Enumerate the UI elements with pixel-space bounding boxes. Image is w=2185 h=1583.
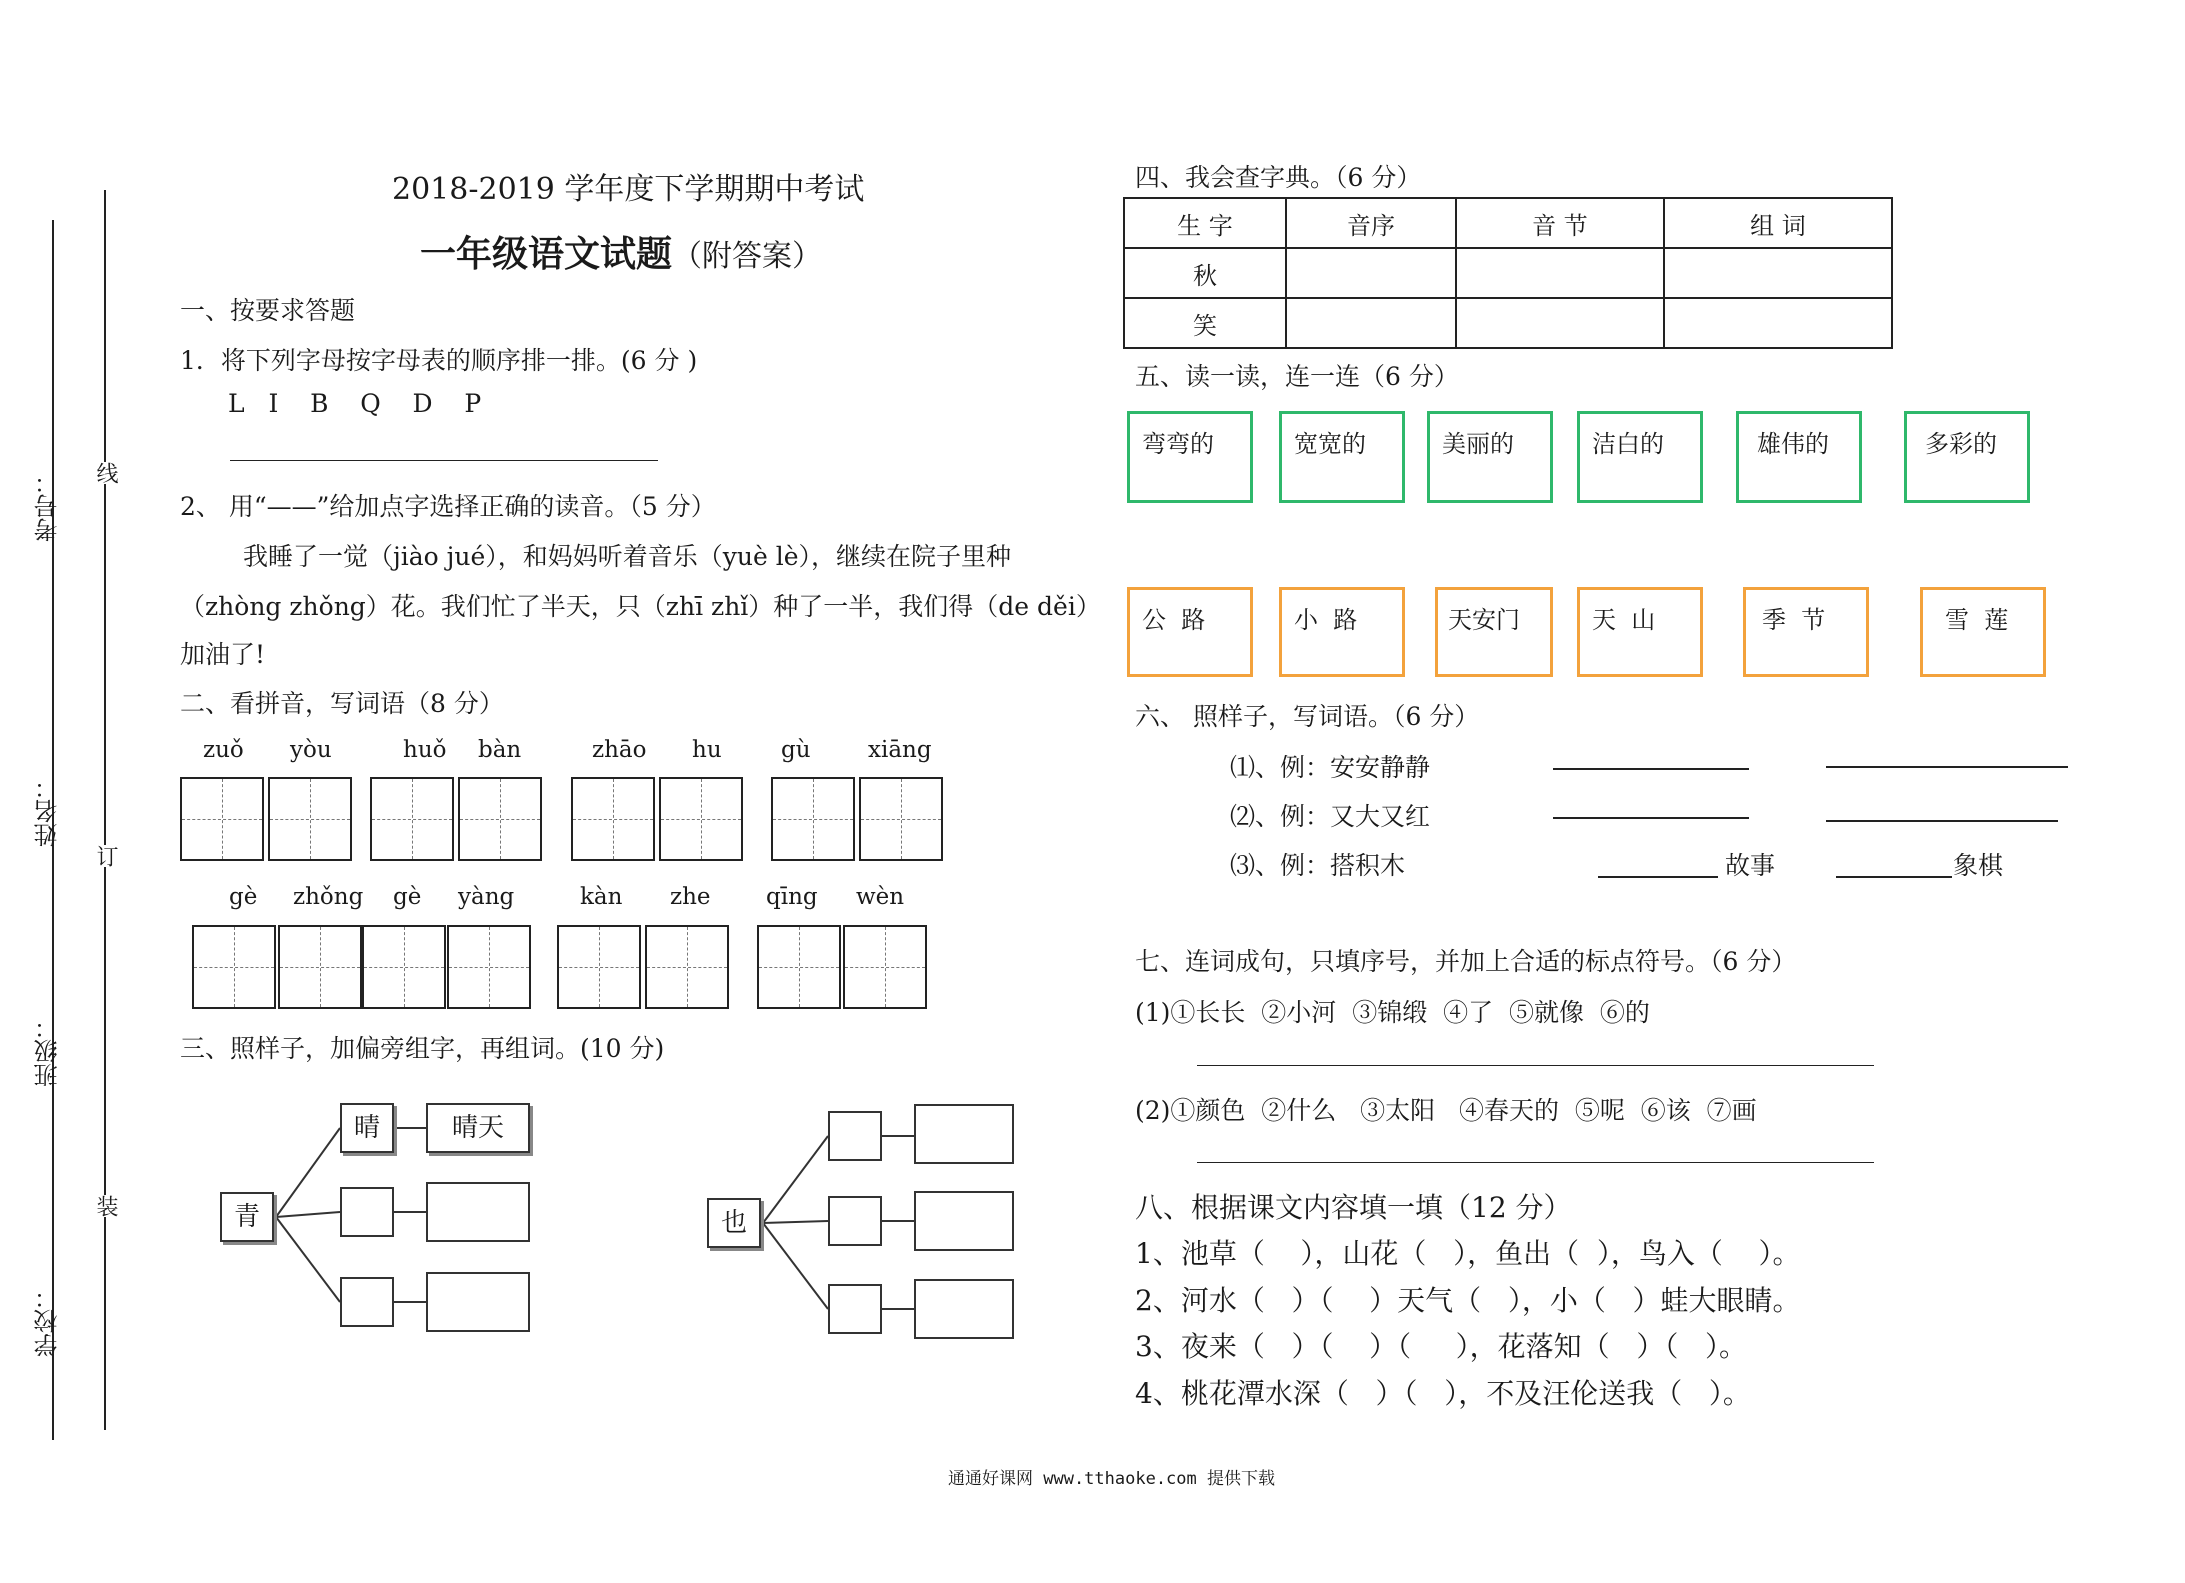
table-row xyxy=(1124,248,1892,298)
answer-line[interactable] xyxy=(1197,1065,1874,1066)
writing-grid[interactable] xyxy=(843,925,927,1009)
pinyin: zhe xyxy=(670,884,711,910)
class-label: 班级： xyxy=(34,1015,62,1087)
answer-cell[interactable] xyxy=(1664,298,1892,348)
sec7-heading: 七、连词成句，只填序号，并加上合适的标点符号。（6 分） xyxy=(1135,947,1797,976)
sec1-q2-line3: 加油了! xyxy=(180,640,266,669)
answer-cell[interactable] xyxy=(1456,248,1664,298)
writing-grid[interactable] xyxy=(659,777,743,861)
writing-grid[interactable] xyxy=(278,925,362,1009)
answer-cell[interactable] xyxy=(1664,248,1892,298)
answer-cell[interactable] xyxy=(1286,298,1456,348)
exam-subtitle: 2018-2019 学年度下学期期中考试 xyxy=(392,172,865,207)
char-answer-box[interactable] xyxy=(828,1284,882,1334)
adjective-box[interactable]: 洁白的 xyxy=(1577,411,1703,503)
writing-grid[interactable] xyxy=(458,777,542,861)
sec5-heading: 五、读一读，连一连（6 分） xyxy=(1135,362,1459,391)
adjective-box[interactable]: 宽宽的 xyxy=(1279,411,1405,503)
pinyin: hu xyxy=(692,737,722,763)
answer-line[interactable] xyxy=(1826,766,2068,768)
row-char: 秋 xyxy=(1124,248,1286,298)
sec1-q2-line2: （zhòng zhǒng）花。我们忙了半天，只（zhī zhǐ）种了一半，我们得（de děi） xyxy=(180,592,1101,621)
sec1-q2-line1: 我睡了一觉（jiào jué），和妈妈听着音乐（yuè lè），继续在院子里种 xyxy=(243,542,1012,571)
sec1-heading: 一、按要求答题 xyxy=(180,296,356,325)
pinyin: yòu xyxy=(290,737,332,763)
example-word-box: 晴天 xyxy=(426,1103,530,1153)
writing-grid[interactable] xyxy=(370,777,454,861)
char-answer-box[interactable] xyxy=(340,1187,394,1237)
pinyin: yàng xyxy=(458,884,515,910)
writing-grid[interactable] xyxy=(192,925,276,1009)
writing-grid[interactable] xyxy=(180,777,264,861)
exam-title: 一年级语文试题 xyxy=(420,233,673,275)
pinyin: kàn xyxy=(580,884,623,910)
writing-grid[interactable] xyxy=(362,925,446,1009)
exam-title-row xyxy=(420,226,822,277)
writing-grid[interactable] xyxy=(447,925,531,1009)
school-label: 学校： xyxy=(34,1285,62,1357)
pinyin: gè xyxy=(229,884,258,910)
sec6-word-chess: 象棋 xyxy=(1953,851,2004,880)
pinyin: zhǒng xyxy=(293,884,364,910)
pinyin: bàn xyxy=(478,737,522,763)
sec8-line2: 2、河水（ ）（ ）天气（ ），小（ ）蛙大眼睛。 xyxy=(1135,1284,1801,1317)
sec8-heading: 八、根据课文内容填一填（12 分） xyxy=(1135,1191,1572,1224)
column-header: 生 字 xyxy=(1124,198,1286,248)
table-row xyxy=(1124,298,1892,348)
row-char: 笑 xyxy=(1124,298,1286,348)
pinyin: xiāng xyxy=(868,737,932,763)
column-header: 音 节 xyxy=(1456,198,1664,248)
sec6-example1: ⑴、例：安安静静 xyxy=(1230,753,1431,782)
pinyin: gù xyxy=(781,737,811,763)
answer-line[interactable] xyxy=(1553,768,1749,770)
word-answer-box[interactable] xyxy=(914,1191,1014,1251)
writing-grid[interactable] xyxy=(557,925,641,1009)
sec3-heading: 三、照样子，加偏旁组字，再组词。(10 分) xyxy=(180,1034,665,1063)
sec1-answer-line xyxy=(230,460,658,461)
answer-line[interactable] xyxy=(1598,876,1718,878)
name-label: 姓名： xyxy=(34,775,62,847)
writing-grid[interactable] xyxy=(859,777,943,861)
pinyin: zuǒ xyxy=(203,737,244,763)
writing-grid[interactable] xyxy=(268,777,352,861)
answer-line[interactable] xyxy=(1826,820,2058,822)
sec1-q2: 2、 用“——”给加点字选择正确的读音。（5 分） xyxy=(180,492,716,521)
column-header: 音序 xyxy=(1286,198,1456,248)
noun-box[interactable]: 天 山 xyxy=(1577,587,1703,677)
char-answer-box[interactable] xyxy=(340,1277,394,1327)
noun-box[interactable]: 天安门 xyxy=(1435,587,1553,677)
adjective-box[interactable]: 美丽的 xyxy=(1427,411,1553,503)
binding-mark-install: 装 xyxy=(90,1195,121,1217)
answer-line[interactable] xyxy=(1553,817,1749,819)
writing-grid[interactable] xyxy=(645,925,729,1009)
example-char-box: 晴 xyxy=(340,1103,394,1153)
sec4-heading: 四、我会查字典。（6 分） xyxy=(1135,163,1422,192)
sec6-example2: ⑵、例：又大又红 xyxy=(1230,802,1431,831)
word-answer-box[interactable] xyxy=(426,1182,530,1242)
binding-mark-bind: 订 xyxy=(90,845,121,867)
sec7-sentence2: (2)①颜色 ②什么 ③太阳 ④春天的 ⑤呢 ⑥该 ⑦画 xyxy=(1135,1096,1757,1125)
word-answer-box[interactable] xyxy=(426,1272,530,1332)
writing-grid[interactable] xyxy=(757,925,841,1009)
footer-credit: 通通好课网 www.tthaoke.com 提供下载 xyxy=(948,1469,1275,1489)
column-header: 组 词 xyxy=(1664,198,1892,248)
sec8-line3: 3、夜来（ ）（ ）（ ），花落知（ ）（ ）。 xyxy=(1135,1330,1748,1363)
word-answer-box[interactable] xyxy=(914,1104,1014,1164)
table-row xyxy=(1124,198,1892,248)
char-answer-box[interactable] xyxy=(828,1196,882,1246)
writing-grid[interactable] xyxy=(571,777,655,861)
sec8-line1: 1、池草（ ），山花（ ），鱼出（ ），鸟入（ ）。 xyxy=(1135,1237,1801,1270)
sec6-heading: 六、 照样子，写词语。（6 分） xyxy=(1135,702,1480,731)
pinyin: wèn xyxy=(856,884,905,910)
pinyin: zhāo xyxy=(592,737,647,763)
answer-line[interactable] xyxy=(1197,1162,1874,1163)
binding-line-right xyxy=(104,190,106,1430)
noun-box[interactable]: 小 路 xyxy=(1279,587,1405,677)
writing-grid[interactable] xyxy=(771,777,855,861)
sec1-letters: L I B Q D P xyxy=(228,389,482,418)
sec6-example3: ⑶、例：搭积木 xyxy=(1230,851,1406,880)
pinyin: huǒ xyxy=(403,737,447,763)
sec7-sentence1: (1)①长长 ②小河 ③锦缎 ④了 ⑤就像 ⑥的 xyxy=(1135,998,1650,1027)
char-answer-box[interactable] xyxy=(828,1111,882,1161)
answer-line[interactable] xyxy=(1836,876,1952,878)
noun-box[interactable]: 雪 莲 xyxy=(1920,587,2046,677)
sec6-word-story: 故事 xyxy=(1725,851,1776,880)
pinyin: qīng xyxy=(766,884,818,910)
sec1-q1: 1．将下列字母按字母表的顺序排一排。(6 分 ) xyxy=(180,346,698,375)
pinyin: gè xyxy=(393,884,422,910)
adjective-box[interactable]: 多彩的 xyxy=(1904,411,2030,503)
word-answer-box[interactable] xyxy=(914,1279,1014,1339)
noun-box[interactable]: 季 节 xyxy=(1743,587,1869,677)
dictionary-table xyxy=(1123,197,1893,349)
binding-mark-line: 线 xyxy=(90,462,121,484)
root-char-box: 也 xyxy=(707,1198,761,1248)
root-char-box: 青 xyxy=(220,1192,274,1242)
exam-number-label: 考号： xyxy=(34,470,62,542)
exam-title-suffix: （附答案） xyxy=(672,239,823,274)
answer-cell[interactable] xyxy=(1456,298,1664,348)
answer-cell[interactable] xyxy=(1286,248,1456,298)
adjective-box[interactable]: 弯弯的 xyxy=(1127,411,1253,503)
adjective-box[interactable]: 雄伟的 xyxy=(1736,411,1862,503)
sec8-line4: 4、桃花潭水深（ ）（ ），不及汪伦送我（ ）。 xyxy=(1135,1377,1751,1410)
sec2-heading: 二、看拼音，写词语（8 分） xyxy=(180,689,504,718)
noun-box[interactable]: 公 路 xyxy=(1127,587,1253,677)
